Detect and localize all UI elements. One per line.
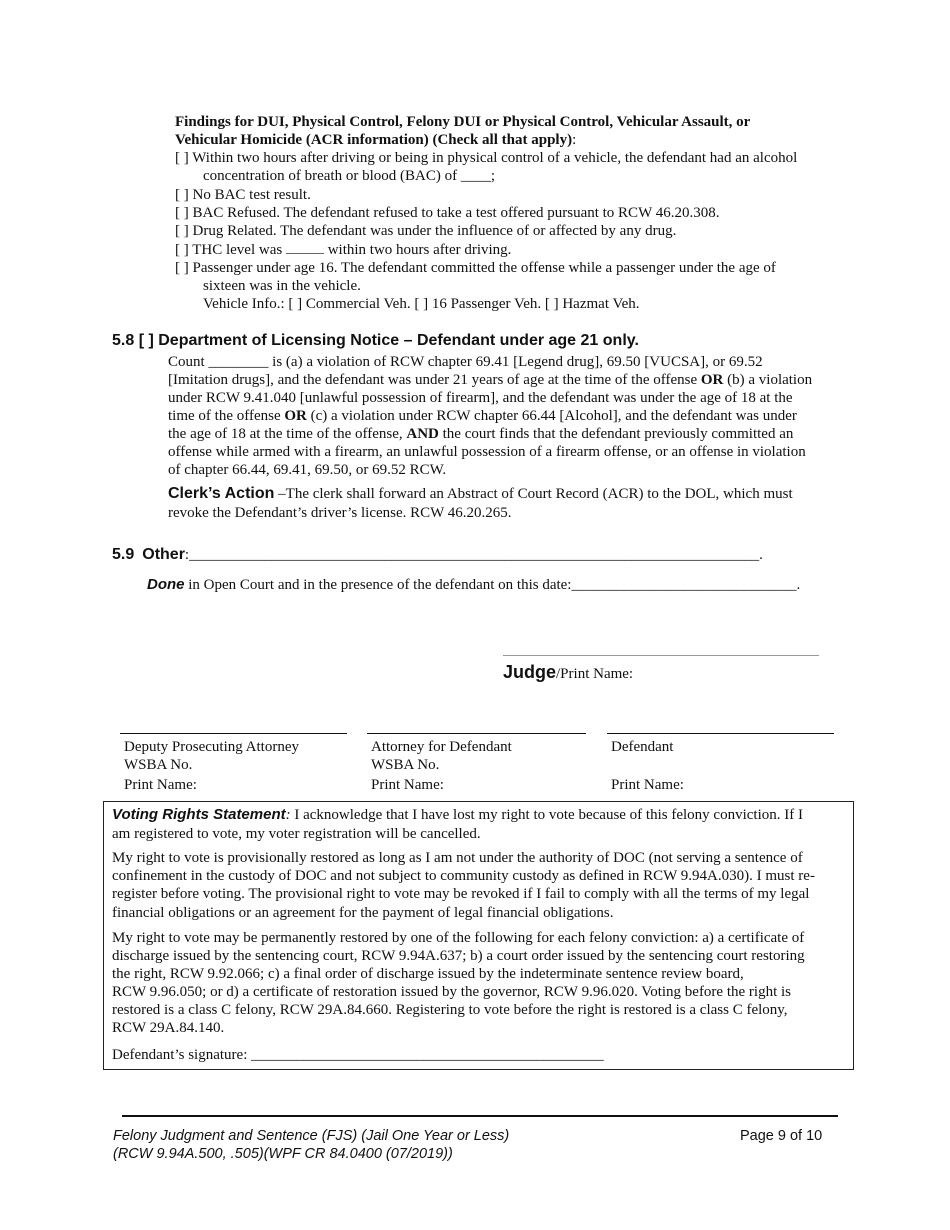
- judge-label: Judge: [503, 662, 557, 682]
- thc-level-blank[interactable]: [286, 240, 324, 254]
- section-59-number: 5.9: [112, 546, 135, 563]
- findings-item-passenger-line2: sixteen was in the vehicle.: [203, 278, 361, 294]
- voting-p1-line2: am registered to vote, my voter registration will be cancelled.: [112, 826, 481, 842]
- section-58-line6: offense while armed with a firearm, an unlawful possession of a firearm offense, or an offense in violation: [168, 444, 806, 460]
- defense-attorney-wsba: WSBA No.: [371, 757, 440, 773]
- voting-p3-line6: RCW 29A.84.140.: [112, 1020, 225, 1036]
- or-word-2: OR: [284, 408, 307, 424]
- thc-prefix: [ ] THC level was: [175, 242, 283, 258]
- findings-item-no-bac: [ ] No BAC test result.: [175, 187, 311, 203]
- prosecutor-signature-line[interactable]: [120, 733, 347, 734]
- voting-p3-line4: RCW 9.96.050; or d) a certificate of restoration issued by the governor, RCW 9.96.020. Voting before the right is: [112, 984, 791, 1000]
- thc-suffix: within two hours after driving.: [327, 242, 512, 258]
- section-59-label: Other: [142, 546, 185, 563]
- voting-p3-line1: My right to vote may be permanently restored by one of the following for each felony conviction: a) a certificate of: [112, 930, 805, 946]
- prosecutor-title: Deputy Prosecuting Attorney: [124, 739, 299, 755]
- findings-item-bac-line1: [ ] Within two hours after driving or being in physical control of a vehicle, the defendant had an alcohol: [175, 150, 798, 166]
- defense-attorney-print-name: Print Name:: [371, 777, 444, 793]
- clerk-action-line2: revoke the Defendant’s driver’s license. RCW 46.20.265.: [168, 505, 512, 521]
- voting-p2-line4: financial obligations or an agreement for the payment of legal financial obligations.: [112, 905, 614, 921]
- findings-heading-line1: Findings for DUI, Physical Control, Felony DUI or Physical Control, Vehicular Assault, or: [175, 114, 751, 130]
- section-58-b-violation: (b) a violation: [723, 372, 813, 388]
- defendant-signature-line[interactable]: [607, 733, 834, 734]
- vehicle-info: Vehicle Info.: [ ] Commercial Veh. [ ] 16 Passenger Veh. [ ] Hazmat Veh.: [203, 296, 640, 312]
- section-58-line2-text: [Imitation drugs], and the defendant was under 21 years of age at the time of the offense: [168, 372, 698, 388]
- findings-item-thc: [175, 240, 511, 259]
- findings-item-bac-refused: [ ] BAC Refused. The defendant refused to take a test offered pursuant to RCW 46.20.308.: [175, 205, 720, 221]
- section-58-line2: [168, 371, 812, 389]
- section-58-line1: Count ________ is (a) a violation of RCW chapter 69.41 [Legend drug], 69.50 [VUCSA], or 69.52: [168, 354, 763, 370]
- or-word-1: OR: [700, 372, 724, 388]
- section-58-line7: of chapter 66.44, 69.41, 69.50, or 69.52 RCW.: [168, 462, 447, 478]
- judge-signature-line[interactable]: [503, 655, 819, 656]
- voting-p3-line2: discharge issued by the sentencing court, RCW 9.94A.637; b) a court order issued by the sentencing court restoring: [112, 948, 805, 964]
- section-58-and-rest: the court finds that the defendant previously committed an: [438, 426, 794, 442]
- defendant-title: Defendant: [611, 739, 674, 755]
- done-label: Done: [147, 576, 185, 593]
- findings-heading-colon: :: [572, 132, 577, 148]
- voting-p2-line3: register before voting. The provisional right to vote may be revoked if I fail to comply with all the terms of my legal: [112, 886, 810, 902]
- clerk-action-text1: –The clerk shall forward an Abstract of Court Record (ACR) to the DOL, which must: [274, 486, 793, 502]
- footer-rule: [122, 1115, 838, 1117]
- voting-p1-line1: [112, 806, 803, 824]
- judge-print-name: /Print Name:: [556, 666, 634, 682]
- findings-item-passenger-line1: [ ] Passenger under age 16. The defendant committed the offense while a passenger under the age of: [175, 260, 776, 276]
- defense-attorney-title: Attorney for Defendant: [371, 739, 512, 755]
- voting-p2-line2: confinement in the custody of DOC and not subject to community custody as defined in RCW 9.94A.030). I must re-: [112, 868, 815, 884]
- section-58-heading: 5.8 [ ] Department of Licensing Notice – Defendant under age 21 only.: [112, 332, 639, 349]
- page-number: Page 9 of 10: [740, 1128, 823, 1144]
- defendant-print-name: Print Name:: [611, 777, 684, 793]
- clerk-action-line1: [168, 485, 793, 503]
- footer-title: Felony Judgment and Sentence (FJS) (Jail One Year or Less): [113, 1128, 510, 1144]
- findings-heading-line2: [175, 131, 576, 149]
- done-line: [147, 576, 800, 594]
- voting-p3-line3: the right, RCW 9.92.066; c) a final order of discharge issued by the indeterminate sentence review board,: [112, 966, 744, 982]
- judge-label-line: [503, 663, 633, 683]
- section-58-line5-text: the age of 18 at the time of the offense,: [168, 426, 403, 442]
- voting-rights-label: Voting Rights Statement: [112, 806, 286, 823]
- defendant-signature-field[interactable]: Defendant’s signature: _______________________________________________: [112, 1047, 604, 1063]
- findings-item-drug-related: [ ] Drug Related. The defendant was under the influence of or affected by any drug.: [175, 223, 677, 239]
- and-word: AND: [406, 426, 439, 442]
- voting-p1-text: I acknowledge that I have lost my right to vote because of this felony conviction. If I: [290, 807, 803, 823]
- prosecutor-print-name: Print Name:: [124, 777, 197, 793]
- voting-rights-colon: :: [285, 807, 291, 823]
- section-59-other-line[interactable]: :____________________________________________________________________________.: [184, 547, 763, 563]
- section-58-line3: under RCW 9.41.040 [unlawful possession of firearm], and the defendant was under the age of 18 at the: [168, 390, 793, 406]
- defense-attorney-signature-line[interactable]: [367, 733, 586, 734]
- prosecutor-wsba: WSBA No.: [124, 757, 193, 773]
- footer-citation: (RCW 9.94A.500, .505)(WPF CR 84.0400 (07/2019)): [113, 1146, 453, 1162]
- findings-item-bac-line2: concentration of breath or blood (BAC) of ____;: [203, 168, 496, 184]
- findings-heading-line2-text: Vehicular Homicide (ACR information) (Check all that apply): [175, 132, 573, 148]
- section-58-line5: [168, 425, 793, 443]
- voting-p3-line5: restored is a class C felony, RCW 29A.84.660. Registering to vote before the right is restored is a class C felony,: [112, 1002, 788, 1018]
- section-58-line4: [168, 407, 797, 425]
- section-58-line4-text: time of the offense: [168, 408, 281, 424]
- voting-p2-line1: My right to vote is provisionally restored as long as I am not under the authority of DOC (not serving a sentence of: [112, 850, 803, 866]
- done-text[interactable]: in Open Court and in the presence of the defendant on this date:______________________________.: [184, 577, 801, 593]
- section-58-c-violation: (c) a violation under RCW chapter 66.44 [Alcohol], and the defendant was under: [306, 408, 797, 424]
- clerk-action-label: Clerk’s Action: [168, 485, 275, 502]
- section-59: [112, 546, 763, 564]
